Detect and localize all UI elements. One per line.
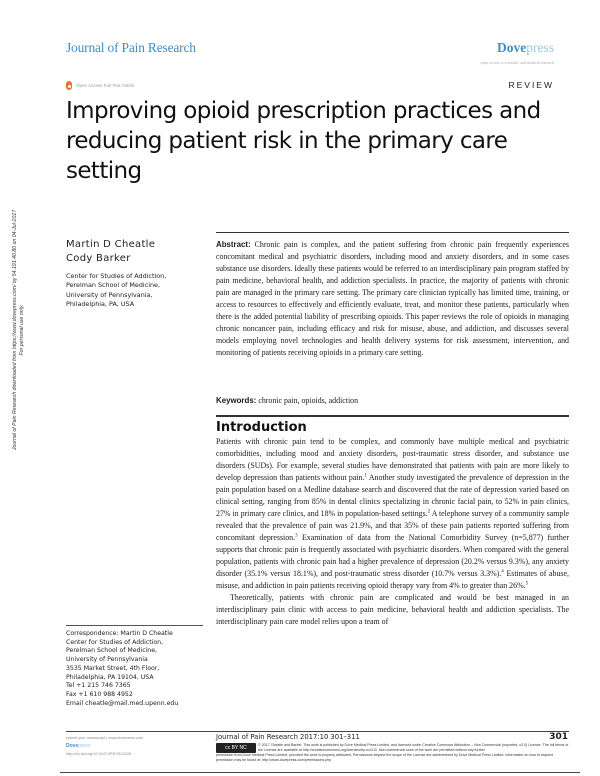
affiliation-line: Perelman School of Medicine,: [66, 281, 160, 290]
divider: [216, 232, 569, 233]
section-heading: Introduction: [216, 420, 307, 435]
publisher-logo-bold: Dove: [497, 40, 527, 55]
keywords-label: Keywords:: [216, 396, 257, 405]
author-list: [66, 238, 155, 266]
journal-citation: Journal of Pain Research 2017:10 301–311: [216, 733, 360, 741]
footer-logo-bold: Dove: [66, 743, 79, 749]
correspondence-line: Perelman School of Medicine,: [66, 647, 158, 655]
abstract-text: Chronic pain is complex, and the patient suffering from chronic pain frequently experiences concomitant medical and psychiatric disorders, including mood and anxiety disorders, and in some cases substance use disorders. Ideally these patients would be referred to an interdisciplinary pain program staffed by pain medicine, behavioral health, and addiction specialists. In practice, the majority of patients with chronic pain are managed in the primary care setting. The primary care clinician typically has limited time, training, or access to resources to effectively and efficiently evaluate, treat, and monitor these patients, particularly when there is the added potential liability of prescribing opioids. This paper reviews the role of opioids in managing chronic noncancer pain, including efficacy and risk for misuse, abuse, and addiction, and discusses several models employing novel technologies and health delivery systems for risk assessment, intervention, and monitoring of patients receiving opioids in a primary care setting.: [216, 240, 569, 357]
footer-logo-light: press: [78, 743, 91, 749]
text-run: Patients with chronic pain tend to be complex, and commonly have multiple medical and psychiatric comorbidities, including mood and anxiety disorders, post-traumatic stress disorder, and substance use disorders (SUDs). For example, several studies have demonstrated that patients with pain are more likely to develop depression than patients without pain.: [216, 437, 569, 482]
citation-ref[interactable]: 1: [364, 473, 367, 479]
publisher-logo[interactable]: [497, 40, 554, 56]
correspondence-line: Tel +1 215 746 7365: [66, 682, 131, 690]
correspondence-line: Philadelphia, PA 19104, USA: [66, 673, 154, 681]
license-text: © 2017 Cheatle and Barker. This work is published by Dove Medical Press Limited, and licensed under Creative Commons Attribution – Non Commercial (unported, v3.0) License. The full terms of the License are available at http://creativecommons.org/licenses/by-nc/3.0/. Non-commercial uses of the work are permitted without any further: [258, 743, 569, 752]
correspondence-line: 3535 Market Street, 4th Floor,: [66, 664, 160, 672]
text-run: Estimates of abuse, misuse, and addiction in pain patients receiving opioid therapy vary from 4% to greater than 26%.: [216, 569, 569, 590]
article-type: REVIEW: [508, 80, 554, 90]
footer-publisher-block: [66, 734, 143, 758]
citation-ref[interactable]: 3: [295, 533, 298, 539]
paragraph: [216, 436, 569, 592]
affiliation: [66, 272, 166, 309]
correspondence-block: [66, 630, 178, 708]
author: Cody Barker: [66, 253, 131, 264]
paragraph: Theoretically, patients with chronic pain are complicated and would be best managed in an interdisciplinary pain clinic with access to pain medicine, behavioral health and addiction specialists. The interdisciplinary pain care model relies upon a team of: [216, 593, 569, 626]
page-number: 301: [549, 732, 568, 742]
open-access-badge: [66, 81, 134, 90]
text-run: Examination of data from the National Comorbidity Survey (n=5,877) further supports that chronic pain is frequently associated with psychiatric disorders. When compared with the general population, patients with chronic pain had a higher prevalence of depression (20.2% versus 9.3%), any anxiety disorder (35.1% versus 18.1%), and post-traumatic stress disorder (10.7% versus 3.3%).: [216, 533, 569, 578]
divider: [66, 625, 203, 626]
author: Martin D Cheatle: [66, 239, 156, 250]
open-access-lock-icon: [66, 81, 72, 90]
correspondence-line: Fax +1 610 988 4952: [66, 690, 133, 698]
journal-name: Journal of Pain Research: [66, 40, 196, 55]
cc-icon: cc BY NC: [225, 745, 247, 751]
text-run: A telephone survey of a community sample revealed that the prevalence of pain was 21.9%, and that 35% of these pain patients reported suffering from concomitant depression.: [216, 509, 569, 542]
abstract: [216, 239, 569, 359]
citation-ref[interactable]: 2: [427, 509, 431, 515]
watermark-line-2: For personal use only.: [19, 304, 25, 356]
citation-ref[interactable]: 5: [525, 581, 529, 587]
creative-commons-badge[interactable]: [216, 743, 256, 753]
affiliation-line: Center for Studies of Addiction,: [66, 272, 167, 280]
correspondence-line: University of Pennsylvania: [66, 656, 148, 664]
affiliation-line: University of Pennsylvania,: [66, 290, 153, 299]
text-run: Another study investigated the prevalence of depression in the pain population based on a Medline database search and discovered that the rate of depression varied based on clinical setting, ranging from 85% in dental clinics specializing in chronic facial pain, to 52% in pain clinics, 27% in primary care clinics, and 18% in population-based settings.: [216, 473, 570, 518]
keywords: [216, 395, 569, 407]
citation-ref[interactable]: 4: [501, 569, 504, 575]
publisher-tagline: open access to scientific and medical research: [480, 60, 554, 65]
keywords-text: chronic pain, opioids, addiction: [258, 396, 359, 405]
correspondence-line: Center for Studies of Addiction,: [66, 638, 164, 646]
introduction-body: [216, 436, 569, 628]
doi-link[interactable]: http://dx.doi.org/10.2147/JPR.S101126: [66, 752, 132, 756]
download-watermark: [4, 150, 34, 510]
divider: [66, 731, 569, 732]
publisher-logo-light: press: [526, 40, 554, 55]
footer-publisher-logo[interactable]: [66, 742, 143, 750]
divider: [216, 415, 569, 417]
submit-link[interactable]: submit your manuscript | www.dovepress.com: [66, 736, 144, 740]
affiliation-line: Philadelphia, PA, USA: [66, 299, 135, 308]
divider: [60, 772, 580, 773]
open-access-label: Open Access Full Text Article: [76, 83, 134, 88]
correspondence-line: Correspondence: Martin D Cheatle: [66, 630, 173, 637]
article-title: Improving opioid prescription practices and reducing patient risk in the primary care setting: [66, 98, 541, 184]
license-text: permission from Dove Medical Press Limited, provided the work is properly attributed. Permissions beyond the scope of the License are administered by Dove Medical Press Limited. Information on how to request permission may be found at: http://www.dovepress.com/permissions.php: [216, 753, 553, 762]
watermark-line-1: Journal of Pain Research downloaded from https://www.dovepress.com/ by 54.191.40.80 on 04-Jul-2017: [12, 209, 18, 451]
correspondence-email[interactable]: Email cheatle@mail.med.upenn.edu: [66, 699, 179, 707]
abstract-label: Abstract:: [216, 240, 251, 249]
